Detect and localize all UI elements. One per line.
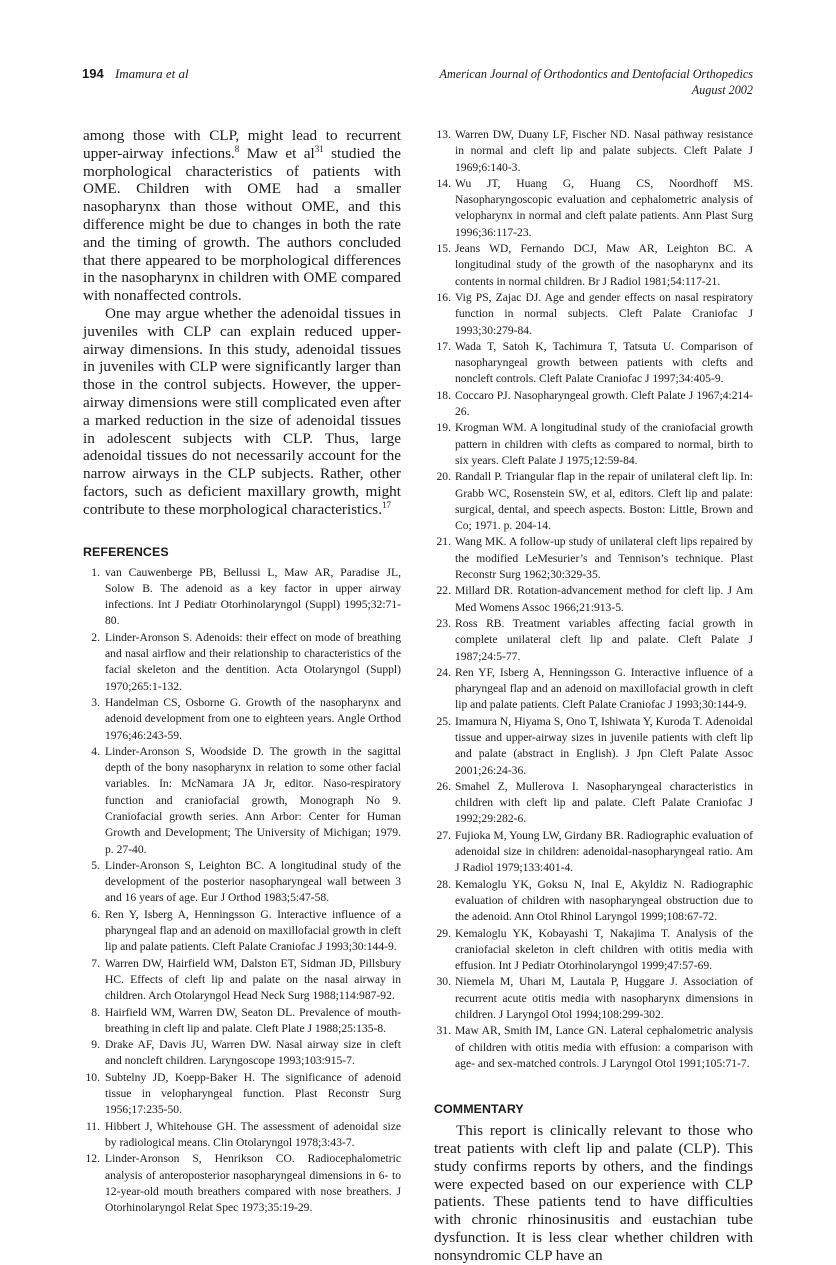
reference-item [434,127,753,176]
reference-text: Drake AF, Davis JU, Warren DW. Nasal airway size in cleft and noncleft children. Laryngoscope 1993;103:915-7. [105,1038,401,1068]
reference-number: 12. [85,1152,100,1166]
reference-item [434,290,753,339]
reference-text: Ren YF, Isberg A, Henningsson G. Interactive influence of a pharyngeal flap and an adenoid on maxillofacial growth in cleft lip and palate patients. Cleft Palate Craniofac J 1993;30:144-9. [455,665,753,712]
reference-number: 26. [436,779,451,793]
reference-item [434,534,753,583]
reference-item [434,779,753,828]
reference-number: 13. [436,128,451,141]
reference-number: 4. [91,744,100,758]
reference-item [434,583,753,616]
reference-text: Subtelny JD, Koepp-Baker H. The significance of adenoid tissue in velopharyngeal function. Plast Reconstr Surg 1956;17:235-50. [105,1070,401,1117]
reference-number: 31. [436,1024,451,1038]
reference-item [83,695,401,744]
reference-text: Kemaloglu YK, Kobayashi T, Nakajima T. Analysis of the craniofacial skeleton in cleft children with otitis media with effusion. Int J Pediatr Otorhinolaryngol 1999;47:57-69. [455,926,753,973]
commentary-paragraph: This report is clinically relevant to those who treat patients with cleft lip and palate (CLP). This study confirms reports by others, and the findings were expected based on our experience with CLP patients. These patients tend to have difficulties with chronic rhinosinusitis and eustachian tube dysfunction. It is less clear whether children with nonsyndromic CLP have an [434,1122,753,1264]
reference-item [434,616,753,665]
reference-text: Warren DW, Hairfield WM, Dalston ET, Sidman JD, Pillsbury HC. Effects of cleft lip and palate on the nasal airway in children. Arch Otolaryngol Head Neck Surg 1988;114:987-92. [105,956,401,1003]
reference-number: 3. [91,695,100,709]
citation-superscript: 31 [314,143,324,154]
reference-item [83,1037,401,1070]
commentary-text [434,1122,753,1264]
page-number: 194 [82,66,104,81]
reference-item [83,744,401,858]
reference-number: 14. [436,176,451,190]
reference-item [434,828,753,877]
reference-number: 19. [436,421,451,435]
reference-text: Jeans WD, Fernando DCJ, Maw AR, Leighton BC. A longitudinal study of the growth of the nasopharynx and its contents in normal children. Br J Radiol 1981;54:117-21. [455,242,753,288]
reference-number: 20. [436,470,451,484]
journal-title: American Journal of Orthodontics and Dentofacial Orthopedics [439,67,753,81]
reference-text: Smahel Z, Mullerova I. Nasopharyngeal characteristics in children with cleft lip and palate. Cleft Palate Craniofac J 1992;29:282-6. [455,779,753,826]
reference-item [434,926,753,975]
reference-list-left [83,565,401,1217]
reference-item [83,907,401,956]
reference-text: Warren DW, Duany LF, Fischer ND. Nasal pathway resistance in normal and cleft lip and palate subjects. Cleft Palate J 1969;6:140-3. [455,128,753,174]
reference-item [434,665,753,714]
citation-superscript: 17 [382,499,392,510]
reference-item [434,339,753,388]
reference-number: 10. [85,1070,100,1084]
reference-text: Kemaloglu YK, Goksu N, Inal E, Akyldiz N. Radiographic evaluation of children with nasopharyngeal obstruction due to the adenoid. Ann Otol Rhinol Laryngol 1999;108:67-72. [455,877,753,924]
citation-superscript: 8 [234,143,240,154]
reference-item [83,1119,401,1152]
running-head [82,66,753,106]
reference-text: Wada T, Satoh K, Tachimura T, Tatsuta U. Comparison of nasopharyngeal growth between patients with clefts and noncleft controls. Cleft Palate Craniofac J 1997;34:405-9. [455,339,753,386]
reference-text: Ren Y, Isberg A, Henningsson G. Interactive influence of a pharyngeal flap and an adenoid on maxillofacial growth in cleft lip and palate patients. Cleft Palate Craniofac J 1993;30:144-9. [105,907,401,954]
reference-text: Ross RB. Treatment variables affecting facial growth in complete unilateral cleft lip and palate. Cleft Palate J 1987;24:5-77. [455,616,753,663]
discussion-paragraph: among those with CLP, might lead to recurrent upper-airway infections.$^8$ Maw et $al^{31}$ studied the morphological characteristics of patients with OME. Children with OME had a smaller nasopharynx than those without OME, and this difference might be due to changes in both the rate and the timing of growth. The authors concluded that there appeared to be morphological differences in the nasopharynx in children with OME compared with nonaffected controls. [83,127,402,305]
reference-item [434,1023,753,1072]
running-head-author: Imamura et al [114,66,189,81]
reference-number: 30. [436,975,451,989]
reference-number: 5. [91,858,100,872]
reference-item [434,877,753,926]
reference-text: Hibbert J, Whitehouse GH. The assessment of adenoidal size by radiological means. Clin Otolaryngol 1978;3:43-7. [105,1119,401,1149]
reference-item [83,630,401,695]
reference-text: Linder-Aronson S. Adenoids: their effect on mode of breathing and nasal airflow and their relationship to characteristics of the facial skeleton and the dentition. Acta Otolaryngol (Suppl) 1970;265:1-132. [105,630,401,693]
reference-text: Coccaro PJ. Nasopharyngeal growth. Cleft Palate J 1967;4:214-26. [455,388,753,419]
reference-text: Hairfield WM, Warren DW, Seaton DL. Prevalence of mouth-breathing in cleft lip and palate. Cleft Plate J 1988;25:135-8. [105,1005,401,1035]
reference-item [434,241,753,290]
reference-number: 2. [91,630,100,644]
reference-text: Krogman WM. A longitudinal study of the craniofacial growth pattern in children with clefts as compared to normal, birth to six years. Cleft Palate J 1975;12:59-84. [455,421,753,467]
discussion-paragraph: One may argue whether the adenoidal tissues in juveniles with CLP can explain reduced upper-airway dimensions. In this study, adenoidal tissues in juveniles with CLP were significantly larger than those in the control subjects. However, the upper-airway dimensions were still complicated even after a marked reduction in the size of adenoidal tissues in adolescent subjects with CLP. Thus, large adenoidal tissues do not necessarily account for the narrow airways in the CLP subjects. Rather, other factors, such as deficient maxillary growth, might contribute to these morphological characteristics.$^{17}$ [83,304,401,518]
reference-number: 23. [436,616,451,630]
reference-text: Randall P. Triangular flap in the repair of unilateral cleft lip. In: Grabb WC, Rosenstein SW, et al, editors. Cleft lip and palate: surgical, dental, and speech aspects. Boston: Little, Brown and Co; 1971. p. 204-14. [455,470,753,533]
reference-number: 16. [436,290,451,304]
reference-text: Imamura N, Hiyama S, Ono T, Ishiwata Y, Kuroda T. Adenoidal tissue and upper-airway sizes in juvenile patients with cleft lip and palate (abstract in English). J Jpn Cleft Palate Assoc 2001;26:24-36. [455,714,753,777]
reference-item [434,176,753,241]
reference-number: 8. [91,1005,100,1019]
running-head-left [82,66,189,82]
reference-number: 22. [436,584,451,598]
reference-text: Wu JT, Huang G, Huang CS, Noordhoff MS. Nasopharyngoscopic evaluation and cephalometric analysis of velopharynx in normal and cleft palate patients. Ann Plast Surg 1996;36:117-23. [455,176,753,239]
reference-item [83,956,401,1005]
right-column [434,127,753,1265]
reference-list-right [434,127,753,1072]
reference-item [434,974,753,1023]
reference-item [434,469,753,534]
reference-item [434,388,753,421]
reference-item [83,858,401,907]
references-heading: REFERENCES [83,544,169,559]
reference-text: Millard DR. Rotation-advancement method for cleft lip. J Am Med Womens Assoc 1966;21:913-5. [455,584,753,614]
reference-item [434,714,753,779]
reference-text: Maw AR, Smith IM, Lance GN. Lateral cephalometric analysis of children with otitis media with effusion: a comparison with age- and sex-matched controls. J Laryngol Otol 1991;105:71-7. [455,1024,753,1070]
reference-number: 11. [85,1119,100,1133]
reference-number: 25. [436,714,451,728]
left-column [83,127,401,1216]
reference-number: 1. [91,565,100,579]
commentary-heading: COMMENTARY [434,1102,524,1117]
reference-number: 18. [436,388,451,402]
reference-item [83,1005,401,1038]
reference-item [83,1070,401,1119]
reference-number: 28. [436,877,451,891]
issue-date: August 2002 [691,83,753,97]
reference-number: 29. [436,926,451,940]
reference-text: van Cauwenberge PB, Bellussi L, Maw AR, Paradise JL, Solow B. The adenoid as a key factor in upper airway infections. Int J Pediatr Otorhinolaryngol (Suppl) 1995;32:71-80. [105,565,401,628]
reference-number: 21. [436,535,451,549]
discussion-text [83,127,401,519]
reference-number: 9. [91,1038,100,1052]
reference-number: 17. [436,339,451,353]
reference-text: Niemela M, Uhari M, Lautala P, Huggare J. Association of recurrent acute otitis media with nasopharynx dimensions in children. J Laryngol Otol 1994;108:299-302. [455,975,753,1022]
reference-number: 7. [91,956,100,970]
reference-number: 27. [436,828,451,842]
reference-text: Wang MK. A follow-up study of unilateral cleft lips repaired by the modified LeMesurier’s and Tennison’s technique. Plast Reconstr Surg 1962;30:329-35. [455,535,753,582]
reference-number: 15. [436,242,451,256]
reference-item [83,565,401,630]
reference-number: 24. [436,665,451,679]
reference-text: Linder-Aronson S, Woodside D. The growth in the sagittal depth of the bony nasopharynx in relation to some other facial variables. In: McNamara JA Jr, editor. Naso-respiratory function and craniofacial growth, Monograph No 9. Craniofacial growth series. Ann Arbor: Center for Human Growth and Development; The University of Michigan; 1979. p. 27-40. [105,744,401,856]
running-head-right [440,66,753,98]
reference-text: Vig PS, Zajac DJ. Age and gender effects on nasal respiratory function in normal subjects. Cleft Palate Craniofac J 1993;30:279-84. [455,290,753,337]
reference-text: Linder-Aronson S, Leighton BC. A longitudinal study of the development of the posterior nasopharyngeal wall between 3 and 16 years of age. Eur J Orthod 1983;5:47-58. [105,858,401,905]
reference-number: 6. [91,907,100,921]
reference-item [83,1151,401,1216]
reference-text: Linder-Aronson S, Henrikson CO. Radiocephalometric analysis of anteroposterior nasopharyngeal dimensions in 6- to 12-year-old mouth breathers compared with nose breathers. J Otorhinolaryngol Relat Spec 1973;35:19-29. [105,1152,401,1215]
reference-text: Fujioka M, Young LW, Girdany BR. Radiographic evaluation of adenoidal size in children: adenoidal-nasopharyngeal ratio. Am J Radiol 1979;133:401-4. [455,828,753,875]
reference-item [434,420,753,469]
reference-text: Handelman CS, Osborne G. Growth of the nasopharynx and adenoid development from one to eighteen years. Angle Orthod 1976;46:243-59. [105,695,401,742]
